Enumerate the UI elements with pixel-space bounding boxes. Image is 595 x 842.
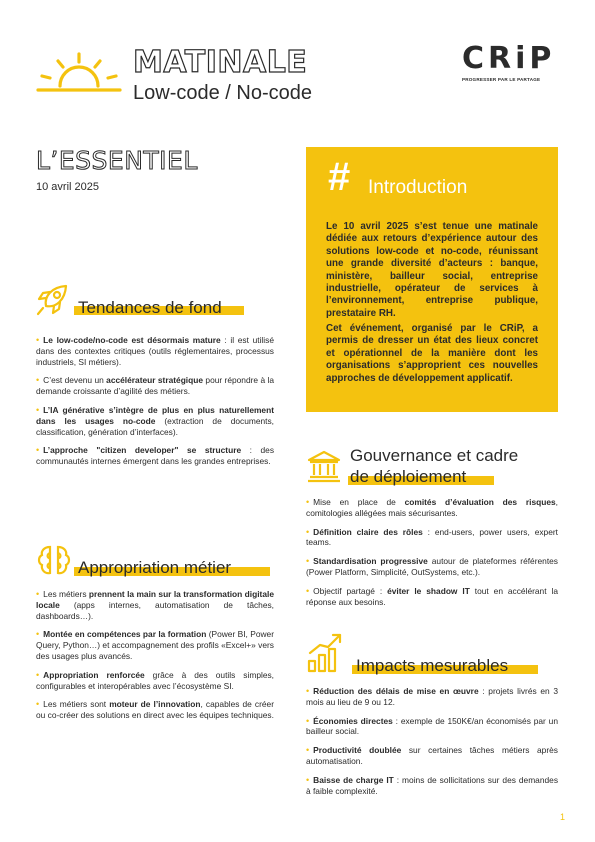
tendances-title: Tendances de fond: [78, 298, 222, 317]
introduction-paragraph-1: Le 10 avril 2025 s’est tenue une matinale dédiée aux retours d’expérience autour des solutions low-code et no-code, réunissant une grande diversité d’acteurs : banque, ministère, bailleur social, entreprise industrielle, opérateur de services à l’environnement, entreprise publique, prestataire RH.: [326, 221, 538, 319]
list-item-bold: prennent la main sur la transformation digitale locale: [36, 589, 274, 610]
bullet-icon: •: [36, 629, 40, 640]
sunrise-icon: [36, 50, 122, 96]
list-item-rest: : projets livrés en 3 mois au lieu de 9 ou 12.: [306, 686, 558, 707]
list-item-rest: , comitologies allégées mais sécurisantes.: [306, 497, 558, 518]
bullet-icon: •: [306, 526, 310, 537]
list-item-rest: : des communautés internes émergent dans les grandes entreprises.: [36, 445, 275, 467]
impacts-title: Impacts mesurables: [356, 656, 509, 675]
list-item: [36, 335, 274, 367]
list-item-bold: Le low-code/no-code est désormais mature: [43, 335, 221, 345]
bullet-icon: •: [306, 715, 310, 726]
introduction-title: Introduction: [368, 177, 468, 198]
bullet-icon: •: [306, 774, 310, 785]
list-item: [36, 589, 274, 621]
list-item-rest: pour répondre à la demande croissante d’agilité des métiers.: [36, 375, 274, 397]
bullet-icon: •: [306, 745, 310, 756]
list-item-bold: Productivité doublée: [313, 745, 402, 756]
crip-logo: [462, 41, 558, 82]
logo-name: CRiP: [462, 41, 556, 76]
list-item-rest: tout en accélérant la réponse aux besoins.: [306, 585, 558, 607]
list-item-pre: Les métiers: [43, 589, 89, 599]
list-item-bold: Standardisation progressive: [313, 556, 428, 567]
bullet-icon: •: [36, 404, 40, 415]
bullet-icon: •: [36, 445, 40, 456]
list-item-bold: Appropriation renforcée: [43, 669, 145, 680]
list-item-rest: sur certaines tâches métiers après automatisation.: [306, 745, 558, 766]
gouvernance-list: [306, 497, 558, 615]
list-item-rest: (Power BI, Power Query, Python…) et accompagnement des profils «Excel+» vers des usages plus avancés.: [36, 629, 274, 661]
list-item-bold: Montée en compétences par la formation: [43, 629, 207, 640]
list-item: [306, 586, 558, 608]
list-item-rest: , capables de créer ou co-créer des solutions en direct avec les équipes techniques.: [36, 699, 274, 721]
introduction-box: [306, 147, 558, 412]
gouvernance-title-line1: Gouvernance et cadre: [350, 446, 519, 465]
list-item-pre: C’est devenu un: [43, 375, 107, 386]
bullet-icon: •: [306, 686, 310, 696]
list-item: [306, 556, 558, 578]
list-item-rest: : exemple de 150K€/an économisés par un bailleur social.: [306, 715, 558, 737]
page-number: 1: [560, 812, 566, 822]
bullet-icon: •: [36, 335, 40, 345]
list-item-pre: Objectif partagé :: [313, 585, 388, 596]
list-item-rest: (extraction de documents, classification, génération d’interfaces).: [36, 415, 274, 437]
appropriation-title: Appropriation métier: [78, 558, 232, 577]
list-item-pre: Les métiers sont: [43, 699, 110, 710]
logo-tagline: PROGRESSER PAR LE PARTAGE: [462, 77, 541, 82]
essentiel-title: L’ESSENTIEL: [36, 146, 198, 175]
list-item-bold: L’IA générative s’intègre de plus en plus naturellement dans les usages no-code: [36, 404, 274, 426]
header-subtitle: Low-code / No-code: [133, 82, 312, 104]
bullet-icon: •: [36, 699, 40, 710]
list-item-bold: accélérateur stratégique: [106, 375, 204, 386]
event-date: 10 avril 2025: [36, 181, 99, 193]
bullet-icon: •: [306, 585, 310, 596]
bullet-icon: •: [306, 497, 310, 507]
appropriation-list: [36, 589, 274, 729]
bullet-icon: •: [36, 589, 40, 599]
list-item-bold: comités d’évaluation des risques: [404, 497, 556, 507]
list-item-bold: L’approche "citizen developer" se structure: [43, 445, 242, 456]
brain-icon: [36, 543, 72, 577]
list-item-rest: grâce à des outils simples, configurables et interopérables avec l’écosystème SI.: [36, 669, 275, 691]
list-item-rest: : end-users, power users, expert teams.: [306, 526, 558, 548]
hash-icon: #: [328, 155, 351, 199]
impacts-list: [306, 686, 558, 804]
bank-building-icon: [306, 449, 342, 483]
header-title: MATINALE: [133, 45, 308, 80]
introduction-paragraph-2: Cet événement, organisé par le CRiP, a permis de dresser un état des lieux concret et opérationnel de la manière dont les organisations s’approprient ces nouvelles approches de développement applicatif.: [326, 323, 538, 384]
list-item-pre: Mise en place de: [313, 497, 405, 507]
list-item-rest: (apps internes, automatisation de tâches, dashboards…).: [36, 599, 274, 621]
list-item: [306, 716, 558, 738]
list-item-rest: autour de plateformes référentes (Power Platform, Simplicité, OutSystems, etc.).: [306, 556, 558, 577]
list-item: [306, 775, 558, 797]
list-item-bold: Économies directes: [313, 715, 393, 726]
list-item: [36, 445, 274, 467]
list-item: [306, 686, 558, 708]
list-item-bold: Définition claire des rôles: [313, 526, 423, 537]
gouvernance-title-line2: de déploiement: [350, 467, 467, 486]
list-item: [36, 670, 274, 692]
list-item-rest: : il est utilisé dans des contextes critiques (outils réglementaires, processus industriels, SI métiers).: [36, 335, 274, 367]
list-item: [306, 745, 558, 767]
tendances-list: [36, 335, 274, 475]
list-item-bold: Baisse de charge IT: [313, 774, 394, 785]
list-item-bold: moteur de l’innovation: [109, 699, 201, 710]
list-item: [36, 699, 274, 721]
list-item: [36, 629, 274, 661]
list-item: [36, 405, 274, 437]
list-item: [36, 375, 274, 397]
list-item: [306, 527, 558, 549]
rocket-icon: [34, 282, 70, 318]
growth-chart-icon: [306, 631, 346, 673]
bullet-icon: •: [36, 669, 40, 680]
bullet-icon: •: [306, 556, 310, 567]
list-item-bold: Réduction des délais de mise en œuvre: [313, 686, 479, 696]
list-item-rest: : moins de sollicitations sur des demandes à faible complexité.: [306, 774, 559, 796]
list-item: [306, 497, 558, 519]
list-item-bold: éviter le shadow IT: [387, 585, 470, 596]
bullet-icon: •: [36, 375, 40, 386]
